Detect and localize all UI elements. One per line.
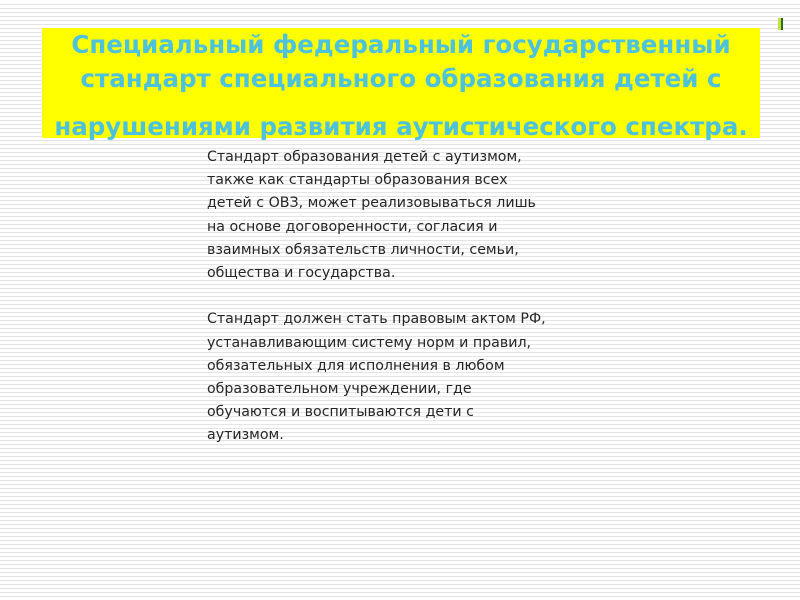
background-stripe — [0, 504, 800, 505]
background-stripe — [0, 596, 800, 597]
background-stripe — [0, 456, 800, 457]
background-stripe — [0, 12, 800, 13]
background-stripe — [0, 488, 800, 489]
title-line-3: нарушениями развития аутистического спектра. — [54, 112, 748, 141]
title-line-1: Специальный федеральный государственный — [71, 30, 731, 59]
background-stripe — [0, 532, 800, 533]
background-stripe — [0, 584, 800, 585]
background-stripe — [0, 524, 800, 525]
background-stripe — [0, 500, 800, 501]
background-stripe — [0, 516, 800, 517]
background-stripe — [0, 144, 800, 145]
background-stripe — [0, 556, 800, 557]
background-stripe — [0, 468, 800, 469]
background-stripe — [0, 520, 800, 521]
background-stripe — [0, 536, 800, 537]
background-stripe — [0, 480, 800, 481]
background-stripe — [0, 552, 800, 553]
slide-body — [207, 146, 597, 448]
background-stripe — [0, 452, 800, 453]
background-stripe — [0, 568, 800, 569]
background-stripe — [0, 472, 800, 473]
background-stripe — [0, 4, 800, 5]
body-paragraph-1: Стандарт образования детей с аутизмом, также как стандарты образования всех детей с ОВЗ, может реализовываться лишь на основе договоренности, согласия и взаимных обязательств личности, семьи, общества и государства. — [207, 149, 536, 282]
background-stripe — [0, 588, 800, 589]
background-stripe — [0, 540, 800, 541]
background-stripe — [0, 576, 800, 577]
background-stripe — [0, 580, 800, 581]
background-stripe — [0, 548, 800, 549]
background-stripe — [0, 512, 800, 513]
title-line-2: стандарт специального образования детей с — [80, 64, 722, 93]
background-stripe — [0, 492, 800, 493]
background-stripe — [0, 464, 800, 465]
background-stripe — [0, 592, 800, 593]
background-stripe — [0, 508, 800, 509]
background-stripe — [0, 448, 800, 449]
background-stripe — [0, 16, 800, 17]
background-stripe — [0, 572, 800, 573]
background-stripe — [0, 528, 800, 529]
background-stripe — [0, 484, 800, 485]
accent-bar-dark — [781, 18, 783, 30]
background-stripe — [0, 544, 800, 545]
background-stripe — [0, 560, 800, 561]
background-stripe — [0, 20, 800, 21]
background-stripe — [0, 24, 800, 25]
slide-title — [42, 28, 760, 144]
background-stripe — [0, 496, 800, 497]
body-paragraph-2: Стандарт должен стать правовым актом РФ, устанавливающим систему норм и правил, обязательных для исполнения в любом образовательном учреждении, где обучаются и воспитываются дети с аутизмом. — [207, 311, 546, 444]
background-stripe — [0, 460, 800, 461]
background-stripe — [0, 564, 800, 565]
background-stripe — [0, 8, 800, 9]
background-stripe — [0, 476, 800, 477]
